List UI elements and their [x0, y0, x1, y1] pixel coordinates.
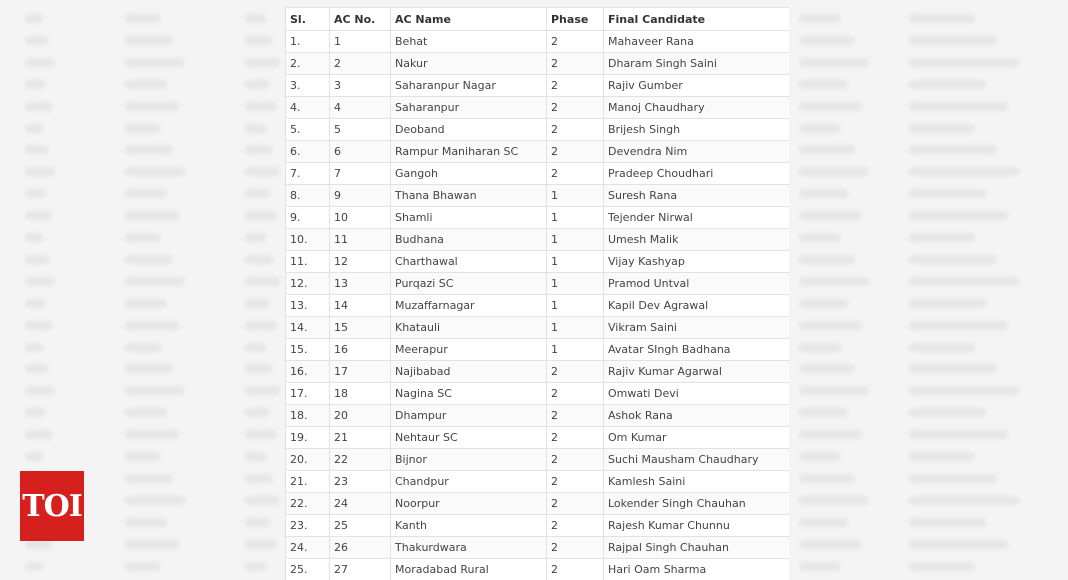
header-final-candidate: Final Candidate [604, 8, 790, 31]
cell-ac-name: Gangoh [391, 163, 547, 185]
cell-phase: 2 [547, 53, 604, 75]
cell-phase: 1 [547, 317, 604, 339]
cell-ac-name: Chandpur [391, 471, 547, 493]
table-row [286, 251, 790, 273]
cell-final-candidate: Tejender Nirwal [604, 207, 790, 229]
table-row [286, 383, 790, 405]
cell-ac-no: 23 [330, 471, 391, 493]
table-row [286, 119, 790, 141]
table-body [286, 31, 790, 580]
cell-ac-no: 18 [330, 383, 391, 405]
cell-phase: 2 [547, 405, 604, 427]
cell-final-candidate: Brijesh Singh [604, 119, 790, 141]
cell-phase: 1 [547, 207, 604, 229]
table-row [286, 185, 790, 207]
cell-phase: 2 [547, 119, 604, 141]
cell-phase: 2 [547, 75, 604, 97]
cell-ac-name: Purqazi SC [391, 273, 547, 295]
cell-phase: 2 [547, 97, 604, 119]
cell-phase: 2 [547, 427, 604, 449]
cell-sl: 14. [286, 317, 330, 339]
cell-ac-name: Kanth [391, 515, 547, 537]
cell-final-candidate: Umesh Malik [604, 229, 790, 251]
cell-phase: 2 [547, 559, 604, 580]
cell-ac-no: 16 [330, 339, 391, 361]
cell-phase: 1 [547, 251, 604, 273]
cell-sl: 8. [286, 185, 330, 207]
cell-final-candidate: Dharam Singh Saini [604, 53, 790, 75]
cell-final-candidate: Vijay Kashyap [604, 251, 790, 273]
cell-ac-no: 5 [330, 119, 391, 141]
cell-sl: 1. [286, 31, 330, 53]
cell-final-candidate: Hari Oam Sharma [604, 559, 790, 580]
header-ac-name: AC Name [391, 8, 547, 31]
cell-final-candidate: Mahaveer Rana [604, 31, 790, 53]
cell-ac-name: Thana Bhawan [391, 185, 547, 207]
cell-ac-no: 17 [330, 361, 391, 383]
cell-sl: 25. [286, 559, 330, 580]
toi-logo-text: TOI [22, 488, 82, 524]
cell-final-candidate: Devendra Nim [604, 141, 790, 163]
cell-ac-name: Deoband [391, 119, 547, 141]
cell-ac-name: Nakur [391, 53, 547, 75]
cell-phase: 1 [547, 185, 604, 207]
cell-ac-name: Saharanpur [391, 97, 547, 119]
cell-final-candidate: Pradeep Choudhari [604, 163, 790, 185]
cell-sl: 21. [286, 471, 330, 493]
cell-sl: 11. [286, 251, 330, 273]
cell-phase: 2 [547, 163, 604, 185]
cell-ac-no: 15 [330, 317, 391, 339]
cell-phase: 2 [547, 471, 604, 493]
header-sl: Sl. [286, 8, 330, 31]
cell-ac-no: 1 [330, 31, 391, 53]
candidate-table [285, 7, 789, 580]
cell-ac-no: 27 [330, 559, 391, 580]
cell-sl: 19. [286, 427, 330, 449]
cell-final-candidate: Rajpal Singh Chauhan [604, 537, 790, 559]
cell-ac-name: Rampur Maniharan SC [391, 141, 547, 163]
cell-phase: 2 [547, 31, 604, 53]
cell-ac-name: Khatauli [391, 317, 547, 339]
table-row [286, 427, 790, 449]
cell-ac-no: 7 [330, 163, 391, 185]
cell-sl: 24. [286, 537, 330, 559]
cell-sl: 15. [286, 339, 330, 361]
cell-ac-name: Shamli [391, 207, 547, 229]
table-row [286, 493, 790, 515]
cell-sl: 16. [286, 361, 330, 383]
table-row [286, 317, 790, 339]
table-row [286, 537, 790, 559]
cell-ac-no: 22 [330, 449, 391, 471]
cell-sl: 7. [286, 163, 330, 185]
cell-sl: 9. [286, 207, 330, 229]
cell-ac-name: Noorpur [391, 493, 547, 515]
table-row [286, 339, 790, 361]
cell-phase: 2 [547, 361, 604, 383]
cell-final-candidate: Avatar SIngh Badhana [604, 339, 790, 361]
cell-ac-name: Dhampur [391, 405, 547, 427]
table-row [286, 559, 790, 580]
cell-phase: 2 [547, 141, 604, 163]
cell-ac-name: Moradabad Rural [391, 559, 547, 580]
blurred-background-right [789, 0, 1068, 580]
cell-ac-no: 21 [330, 427, 391, 449]
table-row [286, 75, 790, 97]
cell-phase: 2 [547, 383, 604, 405]
table-row [286, 273, 790, 295]
cell-ac-name: Behat [391, 31, 547, 53]
cell-phase: 1 [547, 229, 604, 251]
table-row [286, 163, 790, 185]
cell-phase: 2 [547, 515, 604, 537]
table-row [286, 229, 790, 251]
cell-final-candidate: Suchi Mausham Chaudhary [604, 449, 790, 471]
cell-final-candidate: Om Kumar [604, 427, 790, 449]
cell-sl: 18. [286, 405, 330, 427]
table-row [286, 97, 790, 119]
cell-final-candidate: Suresh Rana [604, 185, 790, 207]
cell-ac-no: 10 [330, 207, 391, 229]
header-phase: Phase [547, 8, 604, 31]
table-row [286, 295, 790, 317]
candidate-table-container [285, 7, 789, 580]
cell-sl: 23. [286, 515, 330, 537]
table-row [286, 361, 790, 383]
cell-final-candidate: Lokender Singh Chauhan [604, 493, 790, 515]
cell-ac-name: Najibabad [391, 361, 547, 383]
cell-final-candidate: Pramod Untval [604, 273, 790, 295]
cell-ac-name: Nehtaur SC [391, 427, 547, 449]
cell-final-candidate: Rajiv Gumber [604, 75, 790, 97]
cell-final-candidate: Ashok Rana [604, 405, 790, 427]
cell-sl: 13. [286, 295, 330, 317]
table-row [286, 471, 790, 493]
cell-ac-no: 4 [330, 97, 391, 119]
cell-sl: 5. [286, 119, 330, 141]
header-ac-no: AC No. [330, 8, 391, 31]
cell-ac-no: 11 [330, 229, 391, 251]
table-header-row [286, 8, 790, 31]
cell-ac-name: Budhana [391, 229, 547, 251]
cell-sl: 17. [286, 383, 330, 405]
cell-sl: 4. [286, 97, 330, 119]
cell-sl: 12. [286, 273, 330, 295]
cell-phase: 1 [547, 295, 604, 317]
cell-ac-name: Saharanpur Nagar [391, 75, 547, 97]
cell-ac-name: Meerapur [391, 339, 547, 361]
cell-phase: 2 [547, 537, 604, 559]
cell-sl: 10. [286, 229, 330, 251]
cell-sl: 20. [286, 449, 330, 471]
cell-sl: 3. [286, 75, 330, 97]
cell-final-candidate: Rajiv Kumar Agarwal [604, 361, 790, 383]
cell-ac-no: 3 [330, 75, 391, 97]
cell-phase: 1 [547, 273, 604, 295]
cell-ac-no: 9 [330, 185, 391, 207]
cell-phase: 2 [547, 493, 604, 515]
cell-final-candidate: Vikram Saini [604, 317, 790, 339]
cell-final-candidate: Manoj Chaudhary [604, 97, 790, 119]
table-row [286, 449, 790, 471]
cell-ac-no: 24 [330, 493, 391, 515]
cell-phase: 2 [547, 449, 604, 471]
cell-ac-name: Muzaffarnagar [391, 295, 547, 317]
table-row [286, 405, 790, 427]
table-row [286, 53, 790, 75]
cell-final-candidate: Omwati Devi [604, 383, 790, 405]
cell-final-candidate: Kamlesh Saini [604, 471, 790, 493]
cell-ac-no: 12 [330, 251, 391, 273]
cell-phase: 1 [547, 339, 604, 361]
cell-sl: 2. [286, 53, 330, 75]
cell-ac-name: Charthawal [391, 251, 547, 273]
toi-logo [20, 471, 84, 541]
cell-ac-no: 20 [330, 405, 391, 427]
table-row [286, 515, 790, 537]
cell-ac-name: Nagina SC [391, 383, 547, 405]
table-row [286, 31, 790, 53]
cell-ac-no: 26 [330, 537, 391, 559]
cell-ac-no: 14 [330, 295, 391, 317]
cell-ac-name: Bijnor [391, 449, 547, 471]
cell-final-candidate: Rajesh Kumar Chunnu [604, 515, 790, 537]
cell-ac-no: 13 [330, 273, 391, 295]
cell-sl: 22. [286, 493, 330, 515]
table-row [286, 141, 790, 163]
cell-sl: 6. [286, 141, 330, 163]
cell-ac-no: 6 [330, 141, 391, 163]
table-row [286, 207, 790, 229]
cell-ac-name: Thakurdwara [391, 537, 547, 559]
cell-ac-no: 25 [330, 515, 391, 537]
cell-final-candidate: Kapil Dev Agrawal [604, 295, 790, 317]
cell-ac-no: 2 [330, 53, 391, 75]
